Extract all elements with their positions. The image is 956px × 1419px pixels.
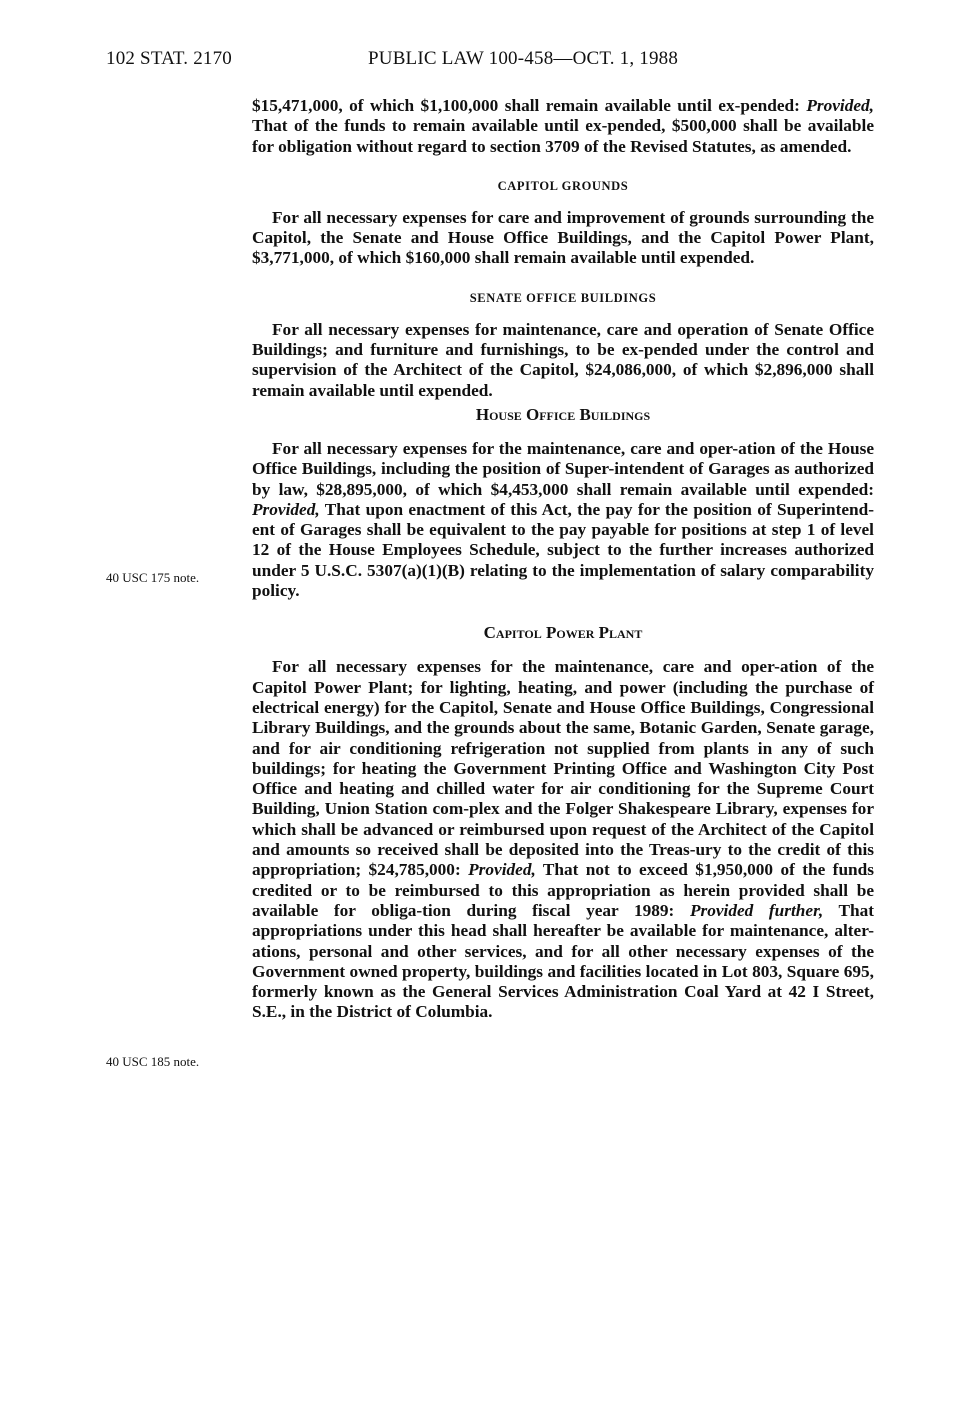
senate-office-buildings-paragraph: For all necessary expenses for maintenance, care and operation of Senate Office Buildings; and furniture and furnishings, to be ex-pended under the control and supervision of the Architect of the Capitol, $24,086,000, of which $2,896,000 shall remain available until expended.	[252, 319, 874, 400]
margin-note-175: 40 USC 175 note.	[106, 570, 200, 585]
heading-senate-office-buildings: SENATE OFFICE BUILDINGS	[469, 290, 657, 305]
intro-paragraph: $15,471,000, of which $1,100,000 shall remain available until ex-pended: Provided, That of the funds to remain available until ex-pended, $500,000 shall be available for obligation without regard to section 3709 of the Revised Statutes, as amended.	[252, 96, 874, 156]
capitol-power-plant-paragraph: For all necessary expenses for the maintenance, care and oper-ation of the Capitol Power Plant; for lighting, heating, and power (including the purchase of electrical energy) for the Capitol, Senate and House Office Buildings, Congressional Library Buildings, and the grounds about the same, Botanic Garden, Senate garage, and for air conditioning refrigeration not supplied from plants in any of such buildings; for heating the Government Printing Office and Washington City Post Office and heating and chilled water for air conditioning for the Supreme Court Building, Union Station com-plex and the Folger Shakespeare Library, expenses for which shall be advanced or reimbursed upon request of the Architect of the Capitol and amounts so received shall be deposited into the Treas-ury to the credit of this appropriation; $24,785,000: Provided, That not to exceed $1,950,000 of the funds credited or to be reimbursed to this appropriation as herein provided shall be available for obliga-tion during fiscal year 1989: Provided further, That appropriations under this head shall hereafter be available for maintenance, alter-ations, personal and other services, and for all other necessary expenses of the Government owned property, buildings and facilities located in Lot 803, Square 695, formerly known as the General Services Administration Coal Yard at 42 I Street, S.E., in the District of Columbia.	[252, 657, 874, 1022]
page-number: 102 STAT. 2170	[106, 48, 233, 69]
law-title: PUBLIC LAW 100-458—OCT. 1, 1988	[368, 48, 679, 69]
house-office-buildings-paragraph: For all necessary expenses for the maintenance, care and oper-ation of the House Office Buildings, including the position of Super-intendent of Garages as authorized by law, $28,895,000, of which $4,453,000 shall remain available until expended: Provided, That upon enactment of this Act, the pay for the position of Superintend-ent of Garages shall be equivalent to the pay payable for positions at step 1 of level 12 of the House Employees Schedule, subject to the further increases authorized under 5 U.S.C. 5307(a)(1)(B) relating to the implementation of salary comparability policy.	[252, 438, 874, 601]
margin-note-185: 40 USC 185 note.	[106, 1054, 200, 1069]
heading-capitol-power-plant: Capitol Power Plant	[483, 623, 643, 643]
heading-house-office-buildings: House Office Buildings	[475, 404, 651, 424]
capitol-grounds-paragraph: For all necessary expenses for care and improvement of grounds surrounding the Capitol, the Senate and House Office Buildings, and the Capitol Power Plant, $3,771,000, of which $160,000 shall remain available until expended.	[252, 207, 874, 268]
heading-capitol-grounds: CAPITOL GROUNDS	[497, 178, 629, 193]
body-column	[252, 96, 874, 1023]
page-header	[106, 48, 876, 76]
